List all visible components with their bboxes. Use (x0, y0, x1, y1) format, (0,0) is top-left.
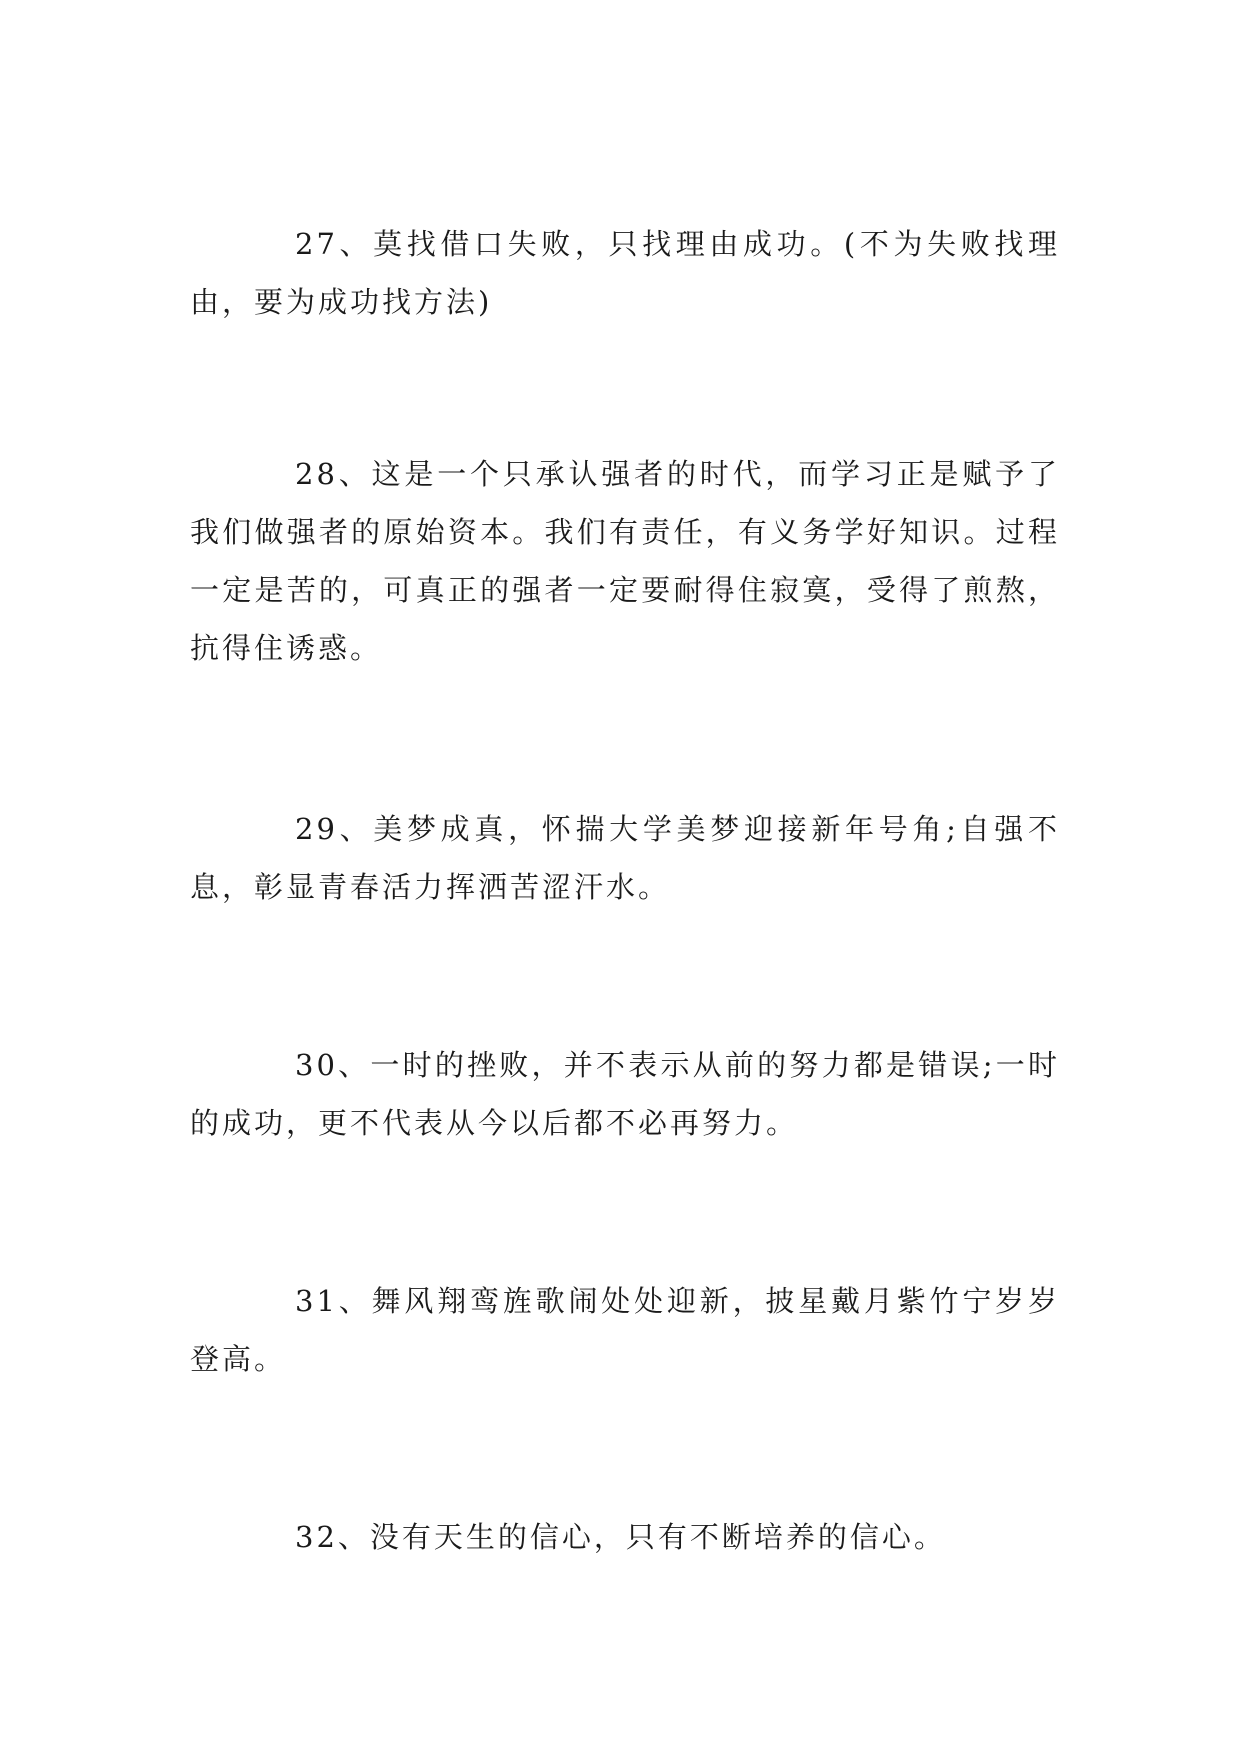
paragraph-31: 31、舞风翔鸾旌歌闹处处迎新，披星戴月紫竹宁岁岁登高。 (190, 1284, 1060, 1376)
paragraph-30: 30、一时的挫败，并不表示从前的努力都是错误;一时的成功，更不代表从今以后都不必再努力。 (190, 1048, 1060, 1140)
paragraph-32: 32、没有天生的信心，只有不断培养的信心。 (295, 1520, 946, 1554)
paragraph-29: 29、美梦成真，怀揣大学美梦迎接新年号角;自强不息，彰显青春活力挥洒苦涩汗水。 (190, 812, 1060, 904)
paragraph-27: 27、莫找借口失败，只找理由成功。(不为失败找理由，要为成功找方法) (190, 227, 1060, 319)
paragraph-28: 28、这是一个只承认强者的时代，而学习正是赋予了我们做强者的原始资本。我们有责任，有义务学好知识。过程一定是苦的，可真正的强者一定要耐得住寂寞，受得了煎熬，抗得住诱惑。 (190, 457, 1060, 665)
